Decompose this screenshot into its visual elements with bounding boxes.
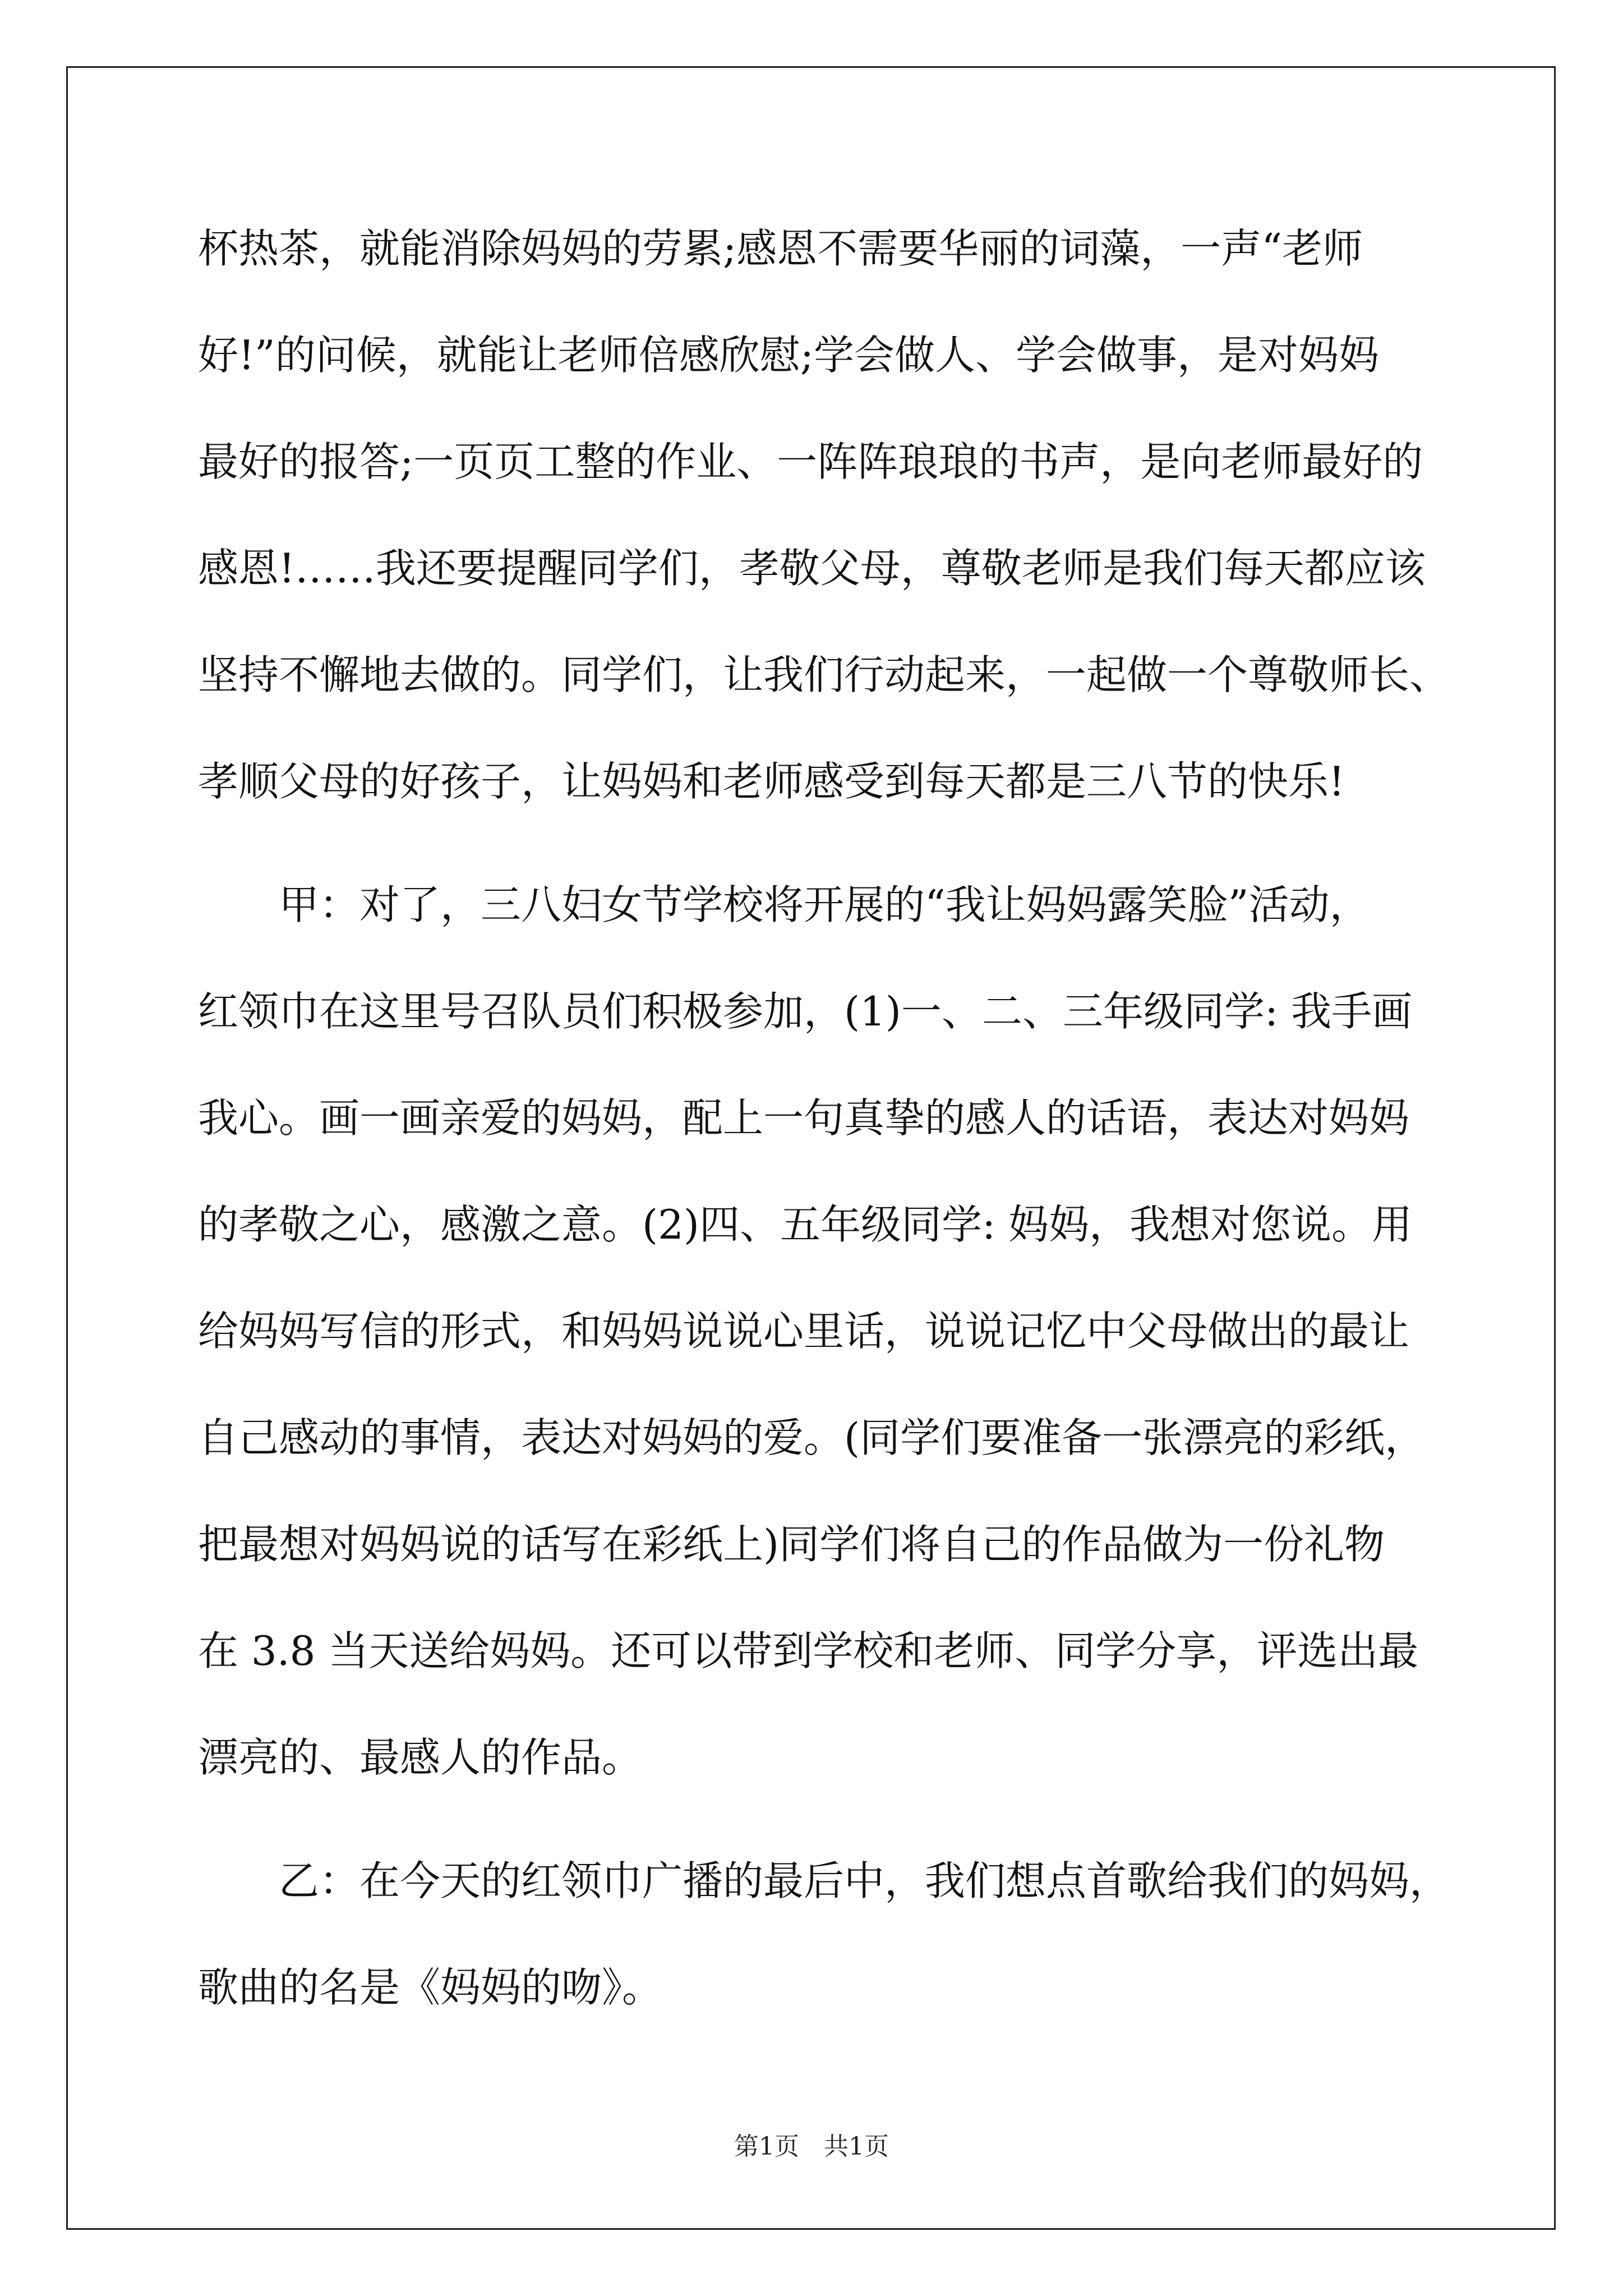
text-line: 孝顺父母的好孩子，让妈妈和老师感受到每天都是三八节的快乐! <box>198 758 1345 805</box>
text-line: 杯热茶，就能消除妈妈的劳累;感恩不需要华丽的词藻，一声“老师 <box>198 225 1363 272</box>
paragraph-start-line: 乙：在今天的红领巾广播的最后中，我们想点首歌给我们的妈妈， <box>279 1857 1450 1904</box>
text-line: 在 3.8 当天送给妈妈。还可以带到学校和老师、同学分享，评选出最 <box>198 1627 1419 1674</box>
text-line: 漂亮的、最感人的作品。 <box>198 1734 643 1781</box>
text-line: 自己感动的事情，表达对妈妈的爱。(同学们要准备一张漂亮的彩纸， <box>198 1414 1426 1461</box>
text-line: 红领巾在这里号召队员们积极参加，(1)一、二、三年级同学: 我手画 <box>198 988 1413 1035</box>
text-line: 最好的报答;一页页工整的作业、一阵阵琅琅的书声，是向老师最好的 <box>198 438 1423 485</box>
text-line: 给妈妈写信的形式，和妈妈说说心里话，说说记忆中父母做出的最让 <box>198 1308 1410 1355</box>
text-line: 歌曲的名是《妈妈的吻》。 <box>198 1964 663 2011</box>
text-line: 坚持不懈地去做的。同学们，让我们行动起来，一起做一个尊敬师长、 <box>198 651 1450 698</box>
paragraph-start-line: 甲：对了，三八妇女节学校将开展的“我让妈妈露笑脸”活动， <box>279 881 1370 928</box>
page-footer: 第1页 共1页 <box>734 2132 889 2161</box>
text-line: 感恩!……我还要提醒同学们，孝敬父母，尊敬老师是我们每天都应该 <box>198 545 1426 592</box>
text-line: 我心。画一画亲爱的妈妈，配上一句真挚的感人的话语，表达对妈妈 <box>198 1094 1410 1142</box>
text-line: 的孝敬之心，感激之意。(2)四、五年级同学: 妈妈，我想对您说。用 <box>198 1201 1413 1248</box>
text-line: 好!”的问候，就能让老师倍感欣慰;学会做人、学会做事，是对妈妈 <box>198 332 1380 379</box>
text-line: 把最想对妈妈说的话写在彩纸上)同学们将自己的作品做为一份礼物 <box>198 1521 1385 1568</box>
document-body <box>198 195 1460 2041</box>
